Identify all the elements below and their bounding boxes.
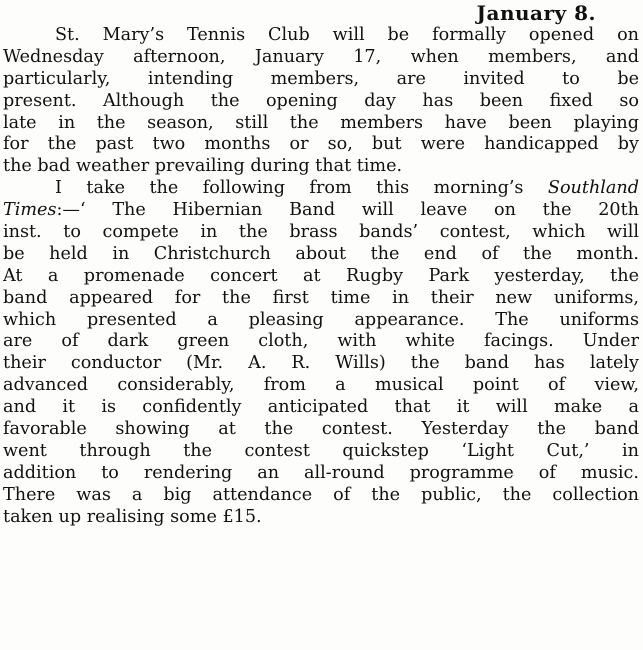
text-line: went through the contest quickstep ‘Light Cut,’ in <box>3 440 639 461</box>
text-line: St. Mary’s Tennis Club will be formally opened on <box>55 25 639 45</box>
text-line <box>3 178 639 200</box>
text-line: and it is confidently anticipated that it will make a <box>3 397 639 418</box>
text-line: particularly, intending members, are invited to be <box>3 68 639 89</box>
text-line: for the past two months or so, but were handicapped by <box>3 134 639 155</box>
text-line: There was a big attendance of the public, the collection <box>3 484 639 505</box>
text-segment: :—‘ The Hibernian Band will leave on the 20th <box>56 200 639 221</box>
text-line: taken up realising some £15. <box>3 506 262 527</box>
text-line <box>3 200 639 222</box>
paragraph-hibernian-band <box>3 178 639 528</box>
text-line: advanced considerably, from a musical point of view, <box>3 375 639 396</box>
text-segment: I take the following from this morning’s <box>55 178 548 199</box>
text-line: favorable showing at the contest. Yesterday the band <box>3 419 639 440</box>
text-line: their conductor (Mr. A. R. Wills) the band has lately <box>3 353 639 374</box>
text-line: Wednesday afternoon, January 17, when members, and <box>3 46 639 67</box>
text-line: late in the season, still the members have been playing <box>3 112 639 133</box>
text-line: At a promenade concert at Rugby Park yesterday, the <box>3 265 639 286</box>
text-line: which presented a pleasing appearance. The uniforms <box>3 309 639 330</box>
text-line: are of dark green cloth, with white facings. Under <box>3 331 639 352</box>
text-line: addition to rendering an all-round programme of music. <box>3 462 639 483</box>
text-line: inst. to compete in the brass bands’ contest, which will <box>3 222 639 243</box>
newspaper-title: Southland <box>547 178 639 199</box>
text-line: band appeared for the first time in their new uniforms, <box>3 287 639 308</box>
text-line: the bad weather prevailing during that time. <box>3 156 403 177</box>
text-line: be held in Christchurch about the end of the month. <box>3 243 639 264</box>
dateline: January 8. <box>476 1 596 25</box>
paragraph-tennis-club <box>3 25 639 178</box>
text-line: present. Although the opening day has been fixed so <box>3 90 639 111</box>
article-body <box>3 25 639 528</box>
newspaper-title: Times <box>3 200 57 221</box>
